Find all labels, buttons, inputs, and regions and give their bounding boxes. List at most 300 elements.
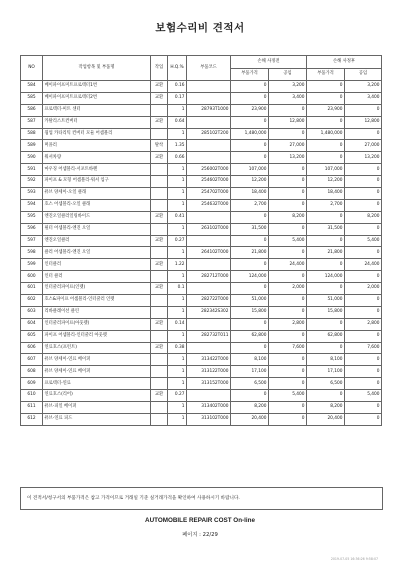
row-after-part-price: 20,400	[307, 413, 345, 425]
row-after-labor: 0	[345, 295, 382, 307]
row-work: 교환	[151, 283, 168, 295]
table-row	[21, 283, 382, 295]
table-row	[21, 247, 382, 259]
table-row	[21, 81, 382, 93]
row-hq: 1	[168, 223, 187, 235]
row-hq: 1	[168, 366, 187, 378]
row-before-labor: 5,400	[269, 235, 307, 247]
row-item: 퓨브 양세이-오일 클래	[43, 188, 151, 200]
header-hq: H.Q.%	[168, 56, 187, 81]
row-after-labor: 27,000	[345, 140, 382, 152]
row-no: 603	[21, 306, 43, 318]
table-row	[21, 140, 382, 152]
row-before-labor: 0	[269, 306, 307, 318]
row-item: 파이프 & 모형 어셈블리-워셔 입구	[43, 176, 151, 188]
row-hq: 1.22	[168, 259, 187, 271]
table-row	[21, 176, 382, 188]
row-before-labor: 12,800	[269, 116, 307, 128]
row-hq: 1	[168, 247, 187, 259]
row-item: 마우징 어셈블리-서포트바렌	[43, 164, 151, 176]
row-hq: 1	[168, 402, 187, 414]
row-before-part-price: 18,400	[231, 188, 269, 200]
row-before-part-price: 0	[231, 235, 269, 247]
row-after-part-price: 0	[307, 116, 345, 128]
row-part-code: 282722T000	[187, 295, 231, 307]
row-after-part-price: 0	[307, 235, 345, 247]
row-work	[151, 128, 168, 140]
row-item: 퓨브-연료 피드	[43, 413, 151, 425]
row-item: 리바클레이션 클린	[43, 306, 151, 318]
row-before-labor: 0	[269, 295, 307, 307]
row-part-code	[187, 211, 231, 223]
row-before-labor: 0	[269, 330, 307, 342]
row-after-part-price: 0	[307, 390, 345, 402]
header-after: 손해 사정후	[307, 56, 382, 69]
row-item: 퓨브-피일 베이퍼	[43, 402, 151, 414]
row-no: 609	[21, 378, 43, 390]
row-part-code: 313422T000	[187, 354, 231, 366]
table-row	[21, 318, 382, 330]
row-after-part-price: 107,000	[307, 164, 345, 176]
row-before-labor: 3,400	[269, 92, 307, 104]
row-after-part-price: 0	[307, 140, 345, 152]
row-work	[151, 295, 168, 307]
row-work: 교환	[151, 81, 168, 93]
row-after-part-price: 31,500	[307, 223, 345, 235]
document-title: 보험수리비 견적서	[155, 22, 245, 34]
row-hq: 0.66	[168, 152, 187, 164]
row-work: 교환	[151, 152, 168, 164]
row-work	[151, 306, 168, 318]
row-item: 인터쿨러파이프(아웃렛)	[43, 318, 151, 330]
row-before-labor: 0	[269, 223, 307, 235]
table-row	[21, 128, 382, 140]
header-before-labor: 공임	[269, 69, 307, 81]
table-row	[21, 342, 382, 354]
row-work: 교환	[151, 235, 168, 247]
row-hq: 0.16	[168, 81, 187, 93]
header-item: 작업항목 및 부품명	[43, 56, 151, 81]
row-after-labor: 12,800	[345, 116, 382, 128]
row-item: 웜업 카타리틱 컨버터 모듈 어셈블리	[43, 128, 151, 140]
row-part-code: 264102T000	[187, 247, 231, 259]
row-after-labor: 0	[345, 188, 382, 200]
row-item: 인터쿨러파이프(인렛)	[43, 283, 151, 295]
row-work: 교환	[151, 116, 168, 128]
row-hq: 1	[168, 164, 187, 176]
row-hq: 1	[168, 306, 187, 318]
row-part-code	[187, 283, 231, 295]
row-before-labor: 0	[269, 128, 307, 140]
row-item: 머플러	[43, 140, 151, 152]
estimate-table	[20, 55, 382, 426]
row-no: 601	[21, 283, 43, 295]
row-after-labor: 0	[345, 104, 382, 116]
row-hq: 1	[168, 128, 187, 140]
row-no: 604	[21, 318, 43, 330]
table-row	[21, 413, 382, 425]
row-before-labor: 27,000	[269, 140, 307, 152]
row-hq: 0.27	[168, 390, 187, 402]
row-no: 594	[21, 199, 43, 211]
row-part-code: 313102T000	[187, 413, 231, 425]
row-after-labor: 0	[345, 402, 382, 414]
price-notice: 이 견적서/청구서의 부품가격은 참고 가격이므로 거래일 기준 실거래가격을 확인하여 사용하시기 바랍니다.	[20, 487, 383, 510]
row-item: 프로텍터-미트 센터	[43, 104, 151, 116]
row-before-labor: 13,200	[269, 152, 307, 164]
row-after-labor: 0	[345, 164, 382, 176]
row-before-part-price: 51,000	[231, 295, 269, 307]
table-row	[21, 354, 382, 366]
row-before-part-price: 23,900	[231, 104, 269, 116]
row-item: 연료호스(리어)	[43, 390, 151, 402]
row-part-code: 285102T200	[187, 128, 231, 140]
timestamp: 2019-07-05 16:36:26 9:58:07	[330, 557, 378, 561]
row-no: 589	[21, 140, 43, 152]
table-row	[21, 223, 382, 235]
row-after-part-price: 0	[307, 283, 345, 295]
table-row	[21, 92, 382, 104]
table-row	[21, 152, 382, 164]
row-after-labor: 0	[345, 366, 382, 378]
row-part-code: 313152T000	[187, 378, 231, 390]
row-work	[151, 378, 168, 390]
row-after-labor: 0	[345, 223, 382, 235]
row-after-part-price: 23,900	[307, 104, 345, 116]
row-before-part-price: 15,800	[231, 306, 269, 318]
row-hq: 1	[168, 378, 187, 390]
row-after-part-price: 18,400	[307, 188, 345, 200]
row-part-code: 313122T000	[187, 366, 231, 378]
row-after-part-price: 0	[307, 259, 345, 271]
row-item: 퓨브 양세이-연료 베이퍼	[43, 366, 151, 378]
row-before-part-price: 8,200	[231, 402, 269, 414]
row-after-part-price: 62,800	[307, 330, 345, 342]
row-before-part-price: 0	[231, 116, 269, 128]
row-after-labor: 5,400	[345, 390, 382, 402]
row-no: 596	[21, 223, 43, 235]
row-work	[151, 164, 168, 176]
row-work: 교환	[151, 92, 168, 104]
header-before-part-price: 부품가격	[231, 69, 269, 81]
row-no: 599	[21, 259, 43, 271]
row-item: 인터클러	[43, 259, 151, 271]
row-hq: 1	[168, 354, 187, 366]
row-before-labor: 8,200	[269, 211, 307, 223]
row-item: 프로텍터-연료	[43, 378, 151, 390]
row-before-labor: 0	[269, 199, 307, 211]
row-before-labor: 0	[269, 366, 307, 378]
row-after-labor: 24,400	[345, 259, 382, 271]
row-after-labor: 0	[345, 330, 382, 342]
row-after-part-price: 8,200	[307, 402, 345, 414]
row-part-code: 28793T1000	[187, 104, 231, 116]
row-before-labor: 3,200	[269, 81, 307, 93]
row-after-labor: 0	[345, 176, 382, 188]
row-after-part-price: 1,480,000	[307, 128, 345, 140]
row-no: 606	[21, 342, 43, 354]
row-after-part-price: 2,700	[307, 199, 345, 211]
row-after-part-price: 0	[307, 318, 345, 330]
row-no: 598	[21, 247, 43, 259]
header-work: 작업	[151, 56, 168, 81]
row-before-part-price: 0	[231, 211, 269, 223]
row-no: 600	[21, 271, 43, 283]
row-before-labor: 0	[269, 354, 307, 366]
row-part-code	[187, 259, 231, 271]
row-before-labor: 24,400	[269, 259, 307, 271]
row-item: 카탈리스트컨버터	[43, 116, 151, 128]
row-before-part-price: 31,500	[231, 223, 269, 235]
row-before-part-price: 124,000	[231, 271, 269, 283]
row-part-code: 282732T011	[187, 330, 231, 342]
header-part-code: 부품코드	[187, 56, 231, 81]
row-after-part-price: 124,000	[307, 271, 345, 283]
row-after-labor: 0	[345, 413, 382, 425]
row-no: 585	[21, 92, 43, 104]
row-after-labor: 5,400	[345, 235, 382, 247]
row-before-labor: 0	[269, 271, 307, 283]
row-item: 호스 어셈블리-오일 클래	[43, 199, 151, 211]
row-hq: 1	[168, 413, 187, 425]
row-no: 607	[21, 354, 43, 366]
row-item: 필터 어셈블리-엔진 오일	[43, 223, 151, 235]
row-hq: 1	[168, 271, 187, 283]
row-part-code: 254602T000	[187, 176, 231, 188]
row-before-labor: 0	[269, 164, 307, 176]
header-before: 손해 사정전	[231, 56, 307, 69]
header-after-part-price: 부품가격	[307, 69, 345, 81]
row-after-labor: 0	[345, 247, 382, 259]
row-no: 593	[21, 188, 43, 200]
table-row	[21, 199, 382, 211]
row-before-part-price: 17,100	[231, 366, 269, 378]
table-row	[21, 211, 382, 223]
row-work: 교환	[151, 259, 168, 271]
table-row	[21, 235, 382, 247]
row-hq: 0.17	[168, 92, 187, 104]
row-before-labor: 0	[269, 104, 307, 116]
row-no: 587	[21, 116, 43, 128]
row-part-code: 282342S302	[187, 306, 231, 318]
row-no: 595	[21, 211, 43, 223]
row-no: 610	[21, 390, 43, 402]
row-after-part-price: 8,100	[307, 354, 345, 366]
row-after-part-price: 17,100	[307, 366, 345, 378]
header-no: NO	[21, 56, 43, 81]
row-no: 608	[21, 366, 43, 378]
row-part-code: 313402T000	[187, 402, 231, 414]
footer-title: AUTOMOBILE REPAIR COST On-line	[145, 517, 255, 524]
row-before-labor: 0	[269, 378, 307, 390]
table-row	[21, 188, 382, 200]
row-after-part-price: 12,200	[307, 176, 345, 188]
row-after-part-price: 21,800	[307, 247, 345, 259]
row-after-labor: 7,600	[345, 342, 382, 354]
table-row	[21, 378, 382, 390]
row-before-labor: 5,400	[269, 390, 307, 402]
row-work	[151, 402, 168, 414]
row-no: 590	[21, 152, 43, 164]
row-before-part-price: 0	[231, 259, 269, 271]
row-before-part-price: 0	[231, 152, 269, 164]
row-work: 교환	[151, 342, 168, 354]
row-work	[151, 104, 168, 116]
row-before-labor: 0	[269, 413, 307, 425]
row-after-labor: 3,400	[345, 92, 382, 104]
row-after-part-price: 0	[307, 342, 345, 354]
row-no: 597	[21, 235, 43, 247]
row-before-labor: 2,000	[269, 283, 307, 295]
row-after-part-price: 6,500	[307, 378, 345, 390]
row-no: 584	[21, 81, 43, 93]
row-before-labor: 2,800	[269, 318, 307, 330]
row-no: 588	[21, 128, 43, 140]
row-item: 워셔차량	[43, 152, 151, 164]
row-part-code	[187, 81, 231, 93]
row-item: 연료호스(프런트)	[43, 342, 151, 354]
table-row	[21, 330, 382, 342]
row-after-part-price: 0	[307, 81, 345, 93]
row-part-code	[187, 92, 231, 104]
row-after-labor: 2,000	[345, 283, 382, 295]
row-part-code: 282712T000	[187, 271, 231, 283]
row-before-part-price: 0	[231, 342, 269, 354]
row-before-part-price: 0	[231, 390, 269, 402]
row-item: 엔진오일클러일링바이드	[43, 211, 151, 223]
row-before-part-price: 0	[231, 318, 269, 330]
row-after-part-price: 51,000	[307, 295, 345, 307]
row-item: 인터 클러	[43, 271, 151, 283]
row-before-part-price: 21,800	[231, 247, 269, 259]
row-before-part-price: 62,800	[231, 330, 269, 342]
table-row	[21, 259, 382, 271]
row-after-labor: 0	[345, 354, 382, 366]
table-row	[21, 116, 382, 128]
row-part-code	[187, 116, 231, 128]
table-row	[21, 390, 382, 402]
row-no: 605	[21, 330, 43, 342]
row-hq: 0.27	[168, 235, 187, 247]
row-hq: 0.14	[168, 318, 187, 330]
table-row	[21, 271, 382, 283]
row-part-code	[187, 152, 231, 164]
row-after-labor: 2,800	[345, 318, 382, 330]
row-before-labor: 0	[269, 247, 307, 259]
row-part-code: 256002T000	[187, 164, 231, 176]
row-before-part-price: 8,100	[231, 354, 269, 366]
row-work	[151, 188, 168, 200]
row-after-labor: 3,200	[345, 81, 382, 93]
row-after-labor: 0	[345, 378, 382, 390]
row-hq: 0.1	[168, 283, 187, 295]
row-before-part-price: 6,500	[231, 378, 269, 390]
row-after-labor: 0	[345, 199, 382, 211]
row-before-part-price: 107,000	[231, 164, 269, 176]
row-before-part-price: 2,700	[231, 199, 269, 211]
row-work: 교환	[151, 318, 168, 330]
row-before-part-price: 0	[231, 81, 269, 93]
row-work	[151, 271, 168, 283]
header-after-labor: 공임	[345, 69, 382, 81]
row-no: 611	[21, 402, 43, 414]
row-work	[151, 176, 168, 188]
row-before-part-price: 0	[231, 283, 269, 295]
row-after-labor: 0	[345, 306, 382, 318]
row-part-code	[187, 342, 231, 354]
table-row	[21, 295, 382, 307]
row-item: 퓨브 양세이-연료 베이퍼	[43, 354, 151, 366]
row-hq: 0.38	[168, 342, 187, 354]
row-before-part-price: 12,200	[231, 176, 269, 188]
row-after-part-price: 15,800	[307, 306, 345, 318]
row-part-code	[187, 390, 231, 402]
row-hq: 1.35	[168, 140, 187, 152]
row-work	[151, 223, 168, 235]
row-before-labor: 0	[269, 176, 307, 188]
row-after-labor: 13,200	[345, 152, 382, 164]
row-before-part-price: 20,400	[231, 413, 269, 425]
row-work	[151, 366, 168, 378]
row-before-part-price: 0	[231, 140, 269, 152]
row-item: 호스&파이프 어셈블리-인터쿨러 인렛	[43, 295, 151, 307]
table-row	[21, 104, 382, 116]
row-hq: 0.41	[168, 211, 187, 223]
row-part-code	[187, 235, 231, 247]
row-work	[151, 413, 168, 425]
row-item: 클러 어셈블리-엔진 오일	[43, 247, 151, 259]
row-hq: 1	[168, 295, 187, 307]
row-hq: 1	[168, 104, 187, 116]
row-part-code	[187, 318, 231, 330]
row-before-part-price: 1,480,000	[231, 128, 269, 140]
page-number: 페이지 : 22/29	[182, 532, 218, 538]
row-no: 592	[21, 176, 43, 188]
row-after-labor: 0	[345, 128, 382, 140]
row-work	[151, 330, 168, 342]
row-work: 탈착	[151, 140, 168, 152]
row-after-part-price: 0	[307, 92, 345, 104]
row-part-code: 263102T000	[187, 223, 231, 235]
row-after-part-price: 0	[307, 211, 345, 223]
row-item: 파이프 어셈블리-인터쿨러 아웃렛	[43, 330, 151, 342]
row-work	[151, 247, 168, 259]
row-item: 베이파이프미트프로텍터1번	[43, 81, 151, 93]
table-row	[21, 306, 382, 318]
row-after-labor: 0	[345, 271, 382, 283]
row-hq: 1	[168, 176, 187, 188]
row-before-labor: 7,600	[269, 342, 307, 354]
row-work: 교환	[151, 211, 168, 223]
row-hq: 1	[168, 199, 187, 211]
table-row	[21, 164, 382, 176]
row-before-labor: 0	[269, 402, 307, 414]
row-item: 엔진오일클러	[43, 235, 151, 247]
row-after-labor: 8,200	[345, 211, 382, 223]
row-part-code	[187, 140, 231, 152]
table-row	[21, 366, 382, 378]
row-before-labor: 0	[269, 188, 307, 200]
row-part-code: 254632T000	[187, 199, 231, 211]
row-no: 591	[21, 164, 43, 176]
row-item: 베이파이프미트프로텍터2번	[43, 92, 151, 104]
row-no: 586	[21, 104, 43, 116]
row-work	[151, 354, 168, 366]
row-no: 612	[21, 413, 43, 425]
row-work: 교환	[151, 390, 168, 402]
table-row	[21, 402, 382, 414]
row-work	[151, 199, 168, 211]
